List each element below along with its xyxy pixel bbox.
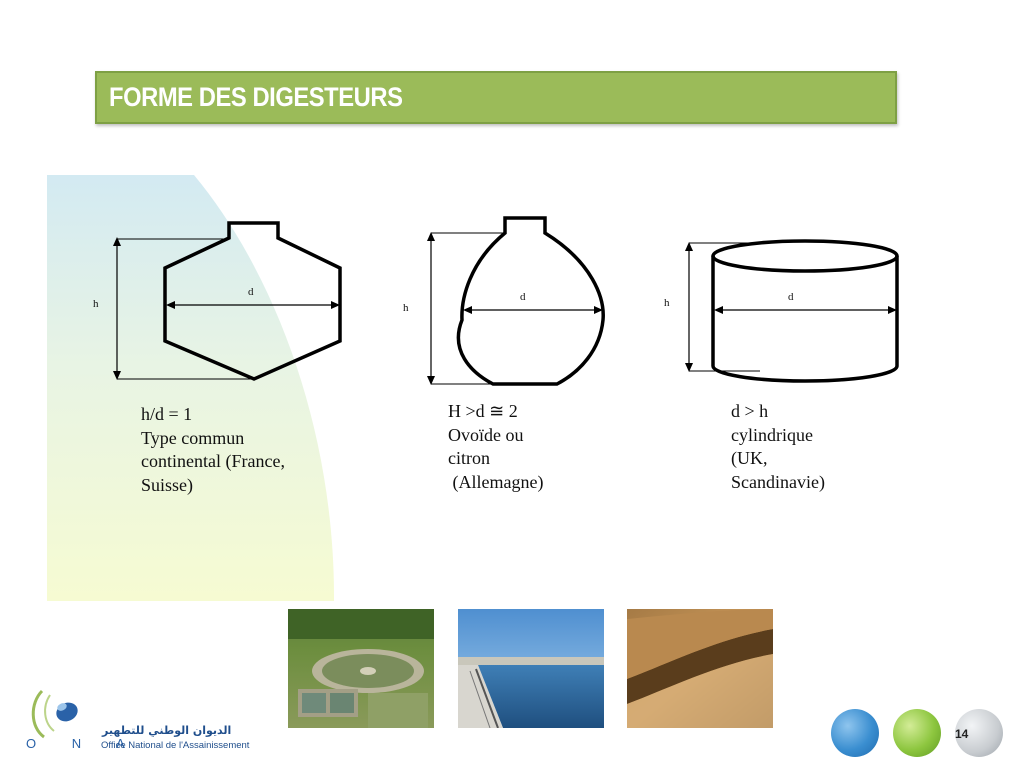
photo-treatment-basins (288, 609, 434, 728)
conventional-caption: h/d = 1 Type commun continental (France, Suisse) (141, 404, 285, 495)
ona-arabic-name: الديوان الوطني للتطهير (102, 724, 232, 737)
ona-letters: O N A (26, 736, 141, 751)
blue-water-circle (831, 709, 879, 757)
green-water-circle (893, 709, 941, 757)
cylinder-caption: d > h cylindrique (UK, Scandinavie) (731, 401, 825, 492)
egg-d-label: d (520, 291, 526, 303)
conventional-d-label: d (248, 286, 254, 298)
photo-water-channel (458, 609, 604, 728)
decorative-gradient-shape (47, 175, 337, 601)
conventional-h-label: h (93, 298, 99, 310)
egg-h-label: h (403, 302, 409, 314)
slide-title: FORME DES DIGESTEURS (109, 82, 403, 112)
egg-digester-shape (458, 218, 603, 384)
egg-caption: H >d ≅ 2 Ovoïde ou citron (Allemagne) (448, 401, 544, 492)
page-number: 14 (955, 727, 969, 741)
photo-weir (627, 609, 773, 728)
cylinder-h-label: h (664, 297, 670, 309)
slide-title-bar (95, 71, 897, 124)
ona-org-name: Office National de l'Assainissement (101, 740, 250, 751)
cylinder-d-label: d (788, 291, 794, 303)
